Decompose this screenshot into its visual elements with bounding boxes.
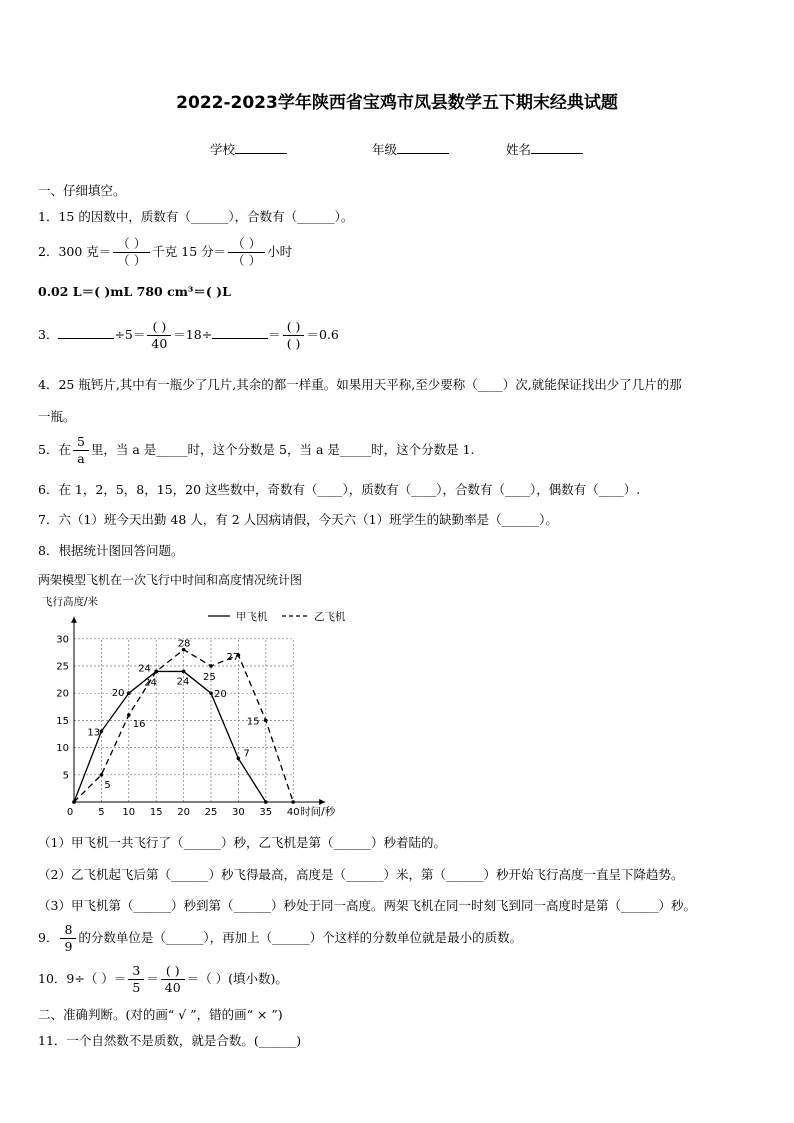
x-tick-label: 0 <box>66 807 74 818</box>
y-axis-label: 飞行高度/米 <box>42 596 99 608</box>
q3-text-d: ＝0.6 <box>306 327 339 342</box>
q2-fraction-1 <box>113 236 150 269</box>
data-label: 16 <box>132 718 146 730</box>
data-label: 25 <box>203 672 216 683</box>
data-label: 7 <box>243 748 250 760</box>
q3-text-a: ÷5＝ <box>114 327 146 342</box>
q2-f1-den: （ ） <box>117 253 147 268</box>
data-label: 20 <box>111 688 125 700</box>
data-point <box>127 713 131 717</box>
question-8: 8．根据统计图回答问题。 <box>38 543 184 558</box>
q2-text-b: 千克 15 分＝ <box>152 244 227 259</box>
q2-f2-num: （ ） <box>228 236 265 253</box>
name-label: 姓名 <box>506 142 532 157</box>
q9-text: 的分数单位是（______），再加上（______）个这样的分数单位就是最小的质数。 <box>78 930 523 945</box>
data-point <box>182 670 186 674</box>
school-field <box>210 140 287 158</box>
chart-grid <box>74 639 293 802</box>
name-field <box>506 140 583 158</box>
grade-label: 年级 <box>372 142 398 157</box>
x-tick-label: 10 <box>122 807 136 818</box>
school-label: 学校 <box>210 142 236 157</box>
y-axis-arrow <box>71 617 77 623</box>
data-point <box>291 800 295 804</box>
data-label: 28 <box>177 638 191 650</box>
q10-f2-num: ( ) <box>161 963 185 980</box>
section1-heading: 一、仔细填空。 <box>38 183 126 198</box>
data-point <box>264 719 268 723</box>
question-2 <box>38 236 292 269</box>
data-label: 5 <box>104 779 111 791</box>
y-tick-label: 30 <box>56 634 69 646</box>
q10-f2-den: 40 <box>164 980 181 995</box>
q3-f1-den: 40 <box>151 336 168 351</box>
q3-text-b: ＝18÷ <box>173 327 213 342</box>
data-point <box>154 670 158 674</box>
question-6: 6．在 1，2，5，8，15，20 这些数中，奇数有（____），质数有（____），合数有（____），偶数有（____）. <box>38 482 641 497</box>
section2-heading: 二、准确判断。(对的画“ √ ”，错的画“ × ”) <box>38 1007 283 1022</box>
chart-caption: 两架模型飞机在一次飞行中时间和高度情况统计图 <box>38 573 303 587</box>
question-7: 7．六（1）班今天出勤 48 人，有 2 人因病请假，今天六（1）班学生的缺勤率是（______）。 <box>38 512 558 527</box>
x-axis-arrow <box>319 799 325 805</box>
q2-text-c: 小时 <box>267 244 293 259</box>
question-11: 11．一个自然数不是质数，就是合数。(______) <box>38 1033 302 1048</box>
q3-text-c: ＝ <box>268 327 281 342</box>
q3-f2-den: ( ) <box>286 336 301 351</box>
question-9 <box>38 922 522 955</box>
y-tick-label: 10 <box>56 743 69 755</box>
question-2b: 0.02 L＝( )mL 780 cm³＝( )L <box>38 284 231 299</box>
question-8-3: （3）甲飞机第（______）秒到第（______）秒处于同一高度。两架飞机在同一时刻飞到同一高度时是第（______）秒。 <box>38 898 696 913</box>
q5-text-a: 5．在 <box>38 442 71 457</box>
x-axis-label: 时间/秒 <box>300 806 336 818</box>
data-point <box>100 773 104 777</box>
q2-fraction-2 <box>228 236 265 269</box>
q10-text-b: ＝（ ）(填小数)。 <box>186 971 288 986</box>
x-tick-label: 35 <box>259 807 273 818</box>
question-3 <box>38 319 339 352</box>
y-tick-label: 15 <box>56 715 69 727</box>
q10-text-a: 10．9÷（ ）＝ <box>38 971 127 986</box>
data-label: 13 <box>87 727 101 739</box>
question-1: 1．15 的因数中，质数有（______），合数有（______）。 <box>38 209 354 224</box>
data-label: 20 <box>214 689 227 701</box>
q9-frac-den: 9 <box>64 939 73 954</box>
q5-frac-den: a <box>77 451 85 466</box>
grade-field <box>372 140 449 158</box>
q3-fraction-1 <box>147 319 171 352</box>
q9-num: 9． <box>38 930 59 945</box>
q5-fraction <box>73 434 89 467</box>
q2-text-a: 300 克＝ <box>58 244 112 259</box>
grade-blank <box>397 141 449 154</box>
data-label: 27 <box>226 652 240 664</box>
x-tick-label: 20 <box>177 807 190 818</box>
chart-axes <box>42 595 336 818</box>
q2-num: 2． <box>38 244 59 259</box>
y-tick-label: 25 <box>56 661 69 673</box>
legend-label-jia: 甲飞机 <box>236 611 268 623</box>
data-point <box>127 691 131 695</box>
name-blank <box>531 141 583 154</box>
legend-label-yi: 乙飞机 <box>314 611 346 623</box>
q10-f1-den: 5 <box>132 980 141 995</box>
question-4-line-1: 4．25 瓶钙片,其中有一瓶少了几片,其余的都一样重。如果用天平称,至少要称（____）次,就能保证找出少了几片的那 <box>38 377 682 392</box>
y-tick-label: 20 <box>56 688 69 700</box>
x-tick-label: 25 <box>204 807 218 818</box>
question-5 <box>38 434 475 467</box>
q3-fraction-2 <box>283 319 305 352</box>
data-point <box>209 664 213 668</box>
q3-blank-2 <box>212 326 268 339</box>
q3-blank-1 <box>58 326 114 339</box>
q10-eq: ＝ <box>146 971 159 986</box>
flight-chart <box>36 592 366 824</box>
y-tick-label: 5 <box>62 770 69 782</box>
q9-frac-num: 8 <box>60 922 76 939</box>
q2-f2-den: （ ） <box>232 253 262 268</box>
data-point <box>209 691 213 695</box>
x-tick-label: 30 <box>232 807 245 818</box>
question-4-line-2: 一瓶。 <box>38 409 76 424</box>
question-8-1: （1）甲飞机一共飞行了（______）秒，乙飞机是第（______）秒着陆的。 <box>38 835 446 850</box>
x-tick-label: 15 <box>149 807 163 818</box>
question-10 <box>38 963 288 996</box>
data-label: 15 <box>246 716 260 728</box>
data-label: 24 <box>144 677 157 689</box>
data-point <box>237 757 241 761</box>
data-point <box>264 800 268 804</box>
x-tick-label: 40 <box>286 807 300 818</box>
q3-num: 3． <box>38 327 59 342</box>
series-line-jia <box>74 671 266 802</box>
question-8-2: （2）乙飞机起飞后第（______）秒飞得最高，高度是（______）米，第（______）秒开始飞行高度一直呈下降趋势。 <box>38 867 684 882</box>
data-label: 24 <box>138 663 151 675</box>
q3-f2-num: ( ) <box>283 319 305 336</box>
q5-frac-num: 5 <box>73 434 89 451</box>
q10-f1-num: 3 <box>128 963 144 980</box>
x-tick-label: 5 <box>98 807 105 818</box>
page-title: 2022-2023学年陕西省宝鸡市凤县数学五下期末经典试题 <box>176 93 618 113</box>
chart-legend <box>208 610 346 623</box>
q5-text-b: 里，当 a 是_____时，这个分数是 5，当 a 是_____时，这个分数是 1. <box>90 442 475 457</box>
data-label: 24 <box>176 676 190 688</box>
data-point <box>72 800 76 804</box>
q9-fraction <box>60 922 76 955</box>
q10-fraction-1 <box>128 963 144 996</box>
q3-f1-num: ( ) <box>147 319 171 336</box>
q10-fraction-2 <box>161 963 185 996</box>
q2-f1-num: （ ） <box>113 236 150 253</box>
school-blank <box>235 141 287 154</box>
